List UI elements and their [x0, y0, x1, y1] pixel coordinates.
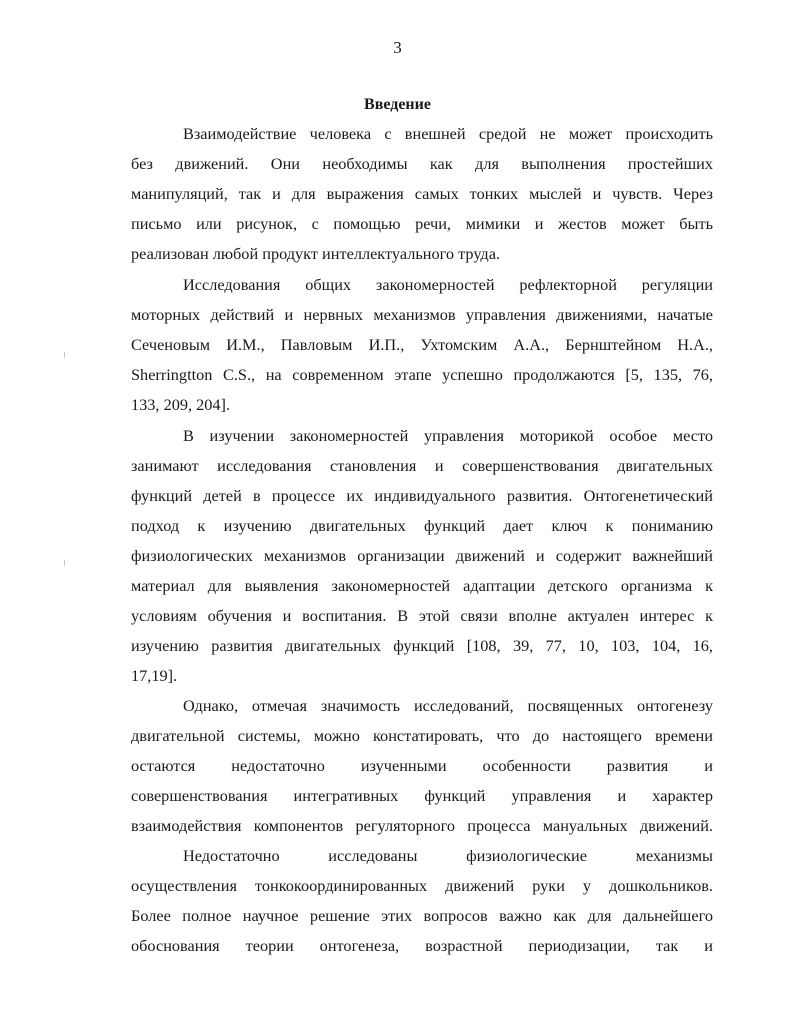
text-line: подход к изучению двигательных функций дает ключ к пониманию — [131, 516, 713, 535]
text-line: реализован любой продукт интеллектуального труда. — [131, 244, 501, 263]
text-line: занимают исследования становления и совершенствования двигательных — [131, 456, 713, 475]
margin-mark — [64, 560, 65, 566]
text-line: физиологических механизмов организации движений и содержит важнейший — [131, 546, 713, 565]
text-line: изучению развития двигательных функций [108, 39, 77, 10, 103, 104, 16, — [131, 636, 713, 655]
text-line: двигательной системы, можно констатировать, что до настоящего времени — [131, 726, 713, 745]
text-line: Более полное научное решение этих вопросов важно как для дальнейшего — [131, 906, 713, 925]
text-line: материал для выявления закономерностей адаптации детского организма к — [131, 576, 713, 595]
text-line: условиям обучения и воспитания. В этой связи вполне актуален интерес к — [131, 606, 713, 625]
text-line: Сеченовым И.М., Павловым И.П., Ухтомским А.А., Бернштейном Н.А., — [131, 335, 713, 354]
section-heading: Введение — [364, 96, 431, 113]
text-line: совершенствования интегративных функций управления и характер — [131, 786, 713, 805]
text-line: остаются недостаточно изученными особенности развития и — [131, 756, 713, 775]
text-line: функций детей в процессе их индивидуального развития. Онтогенетический — [131, 486, 713, 505]
text-line: Однако, отмечая значимость исследований, посвященных онтогенезу — [183, 696, 713, 715]
margin-mark — [64, 352, 65, 358]
text-line: манипуляций, так и для выражения самых тонких мыслей и чувств. Через — [131, 184, 713, 203]
text-line: Исследования общих закономерностей рефлекторной регуляции — [183, 275, 713, 294]
text-line: Взаимодействие человека с внешней средой не может происходить — [183, 124, 713, 143]
text-line: 133, 209, 204]. — [131, 395, 231, 414]
text-line: 17,19]. — [131, 666, 178, 685]
text-line: Недостаточно исследованы физиологические механизмы — [183, 846, 713, 865]
text-line: взаимодействия компонентов регуляторного процесса мануальных движений. — [131, 816, 713, 835]
text-line: обоснования теории онтогенеза, возрастной периодизации, так и — [131, 936, 713, 955]
text-line: В изучении закономерностей управления моторикой особое место — [183, 426, 713, 445]
text-line: моторных действий и нервных механизмов управления движениями, начатые — [131, 305, 713, 324]
page-number: 3 — [393, 38, 402, 57]
text-line: Sherringtton C.S., на современном этапе успешно продолжаются [5, 135, 76, — [131, 365, 713, 384]
text-line: осуществления тонкокоординированных движений руки у дошкольников. — [131, 876, 713, 895]
text-line: без движений. Они необходимы как для выполнения простейших — [131, 154, 713, 173]
text-line: письмо или рисунок, с помощью речи, мимики и жестов может быть — [131, 214, 713, 233]
